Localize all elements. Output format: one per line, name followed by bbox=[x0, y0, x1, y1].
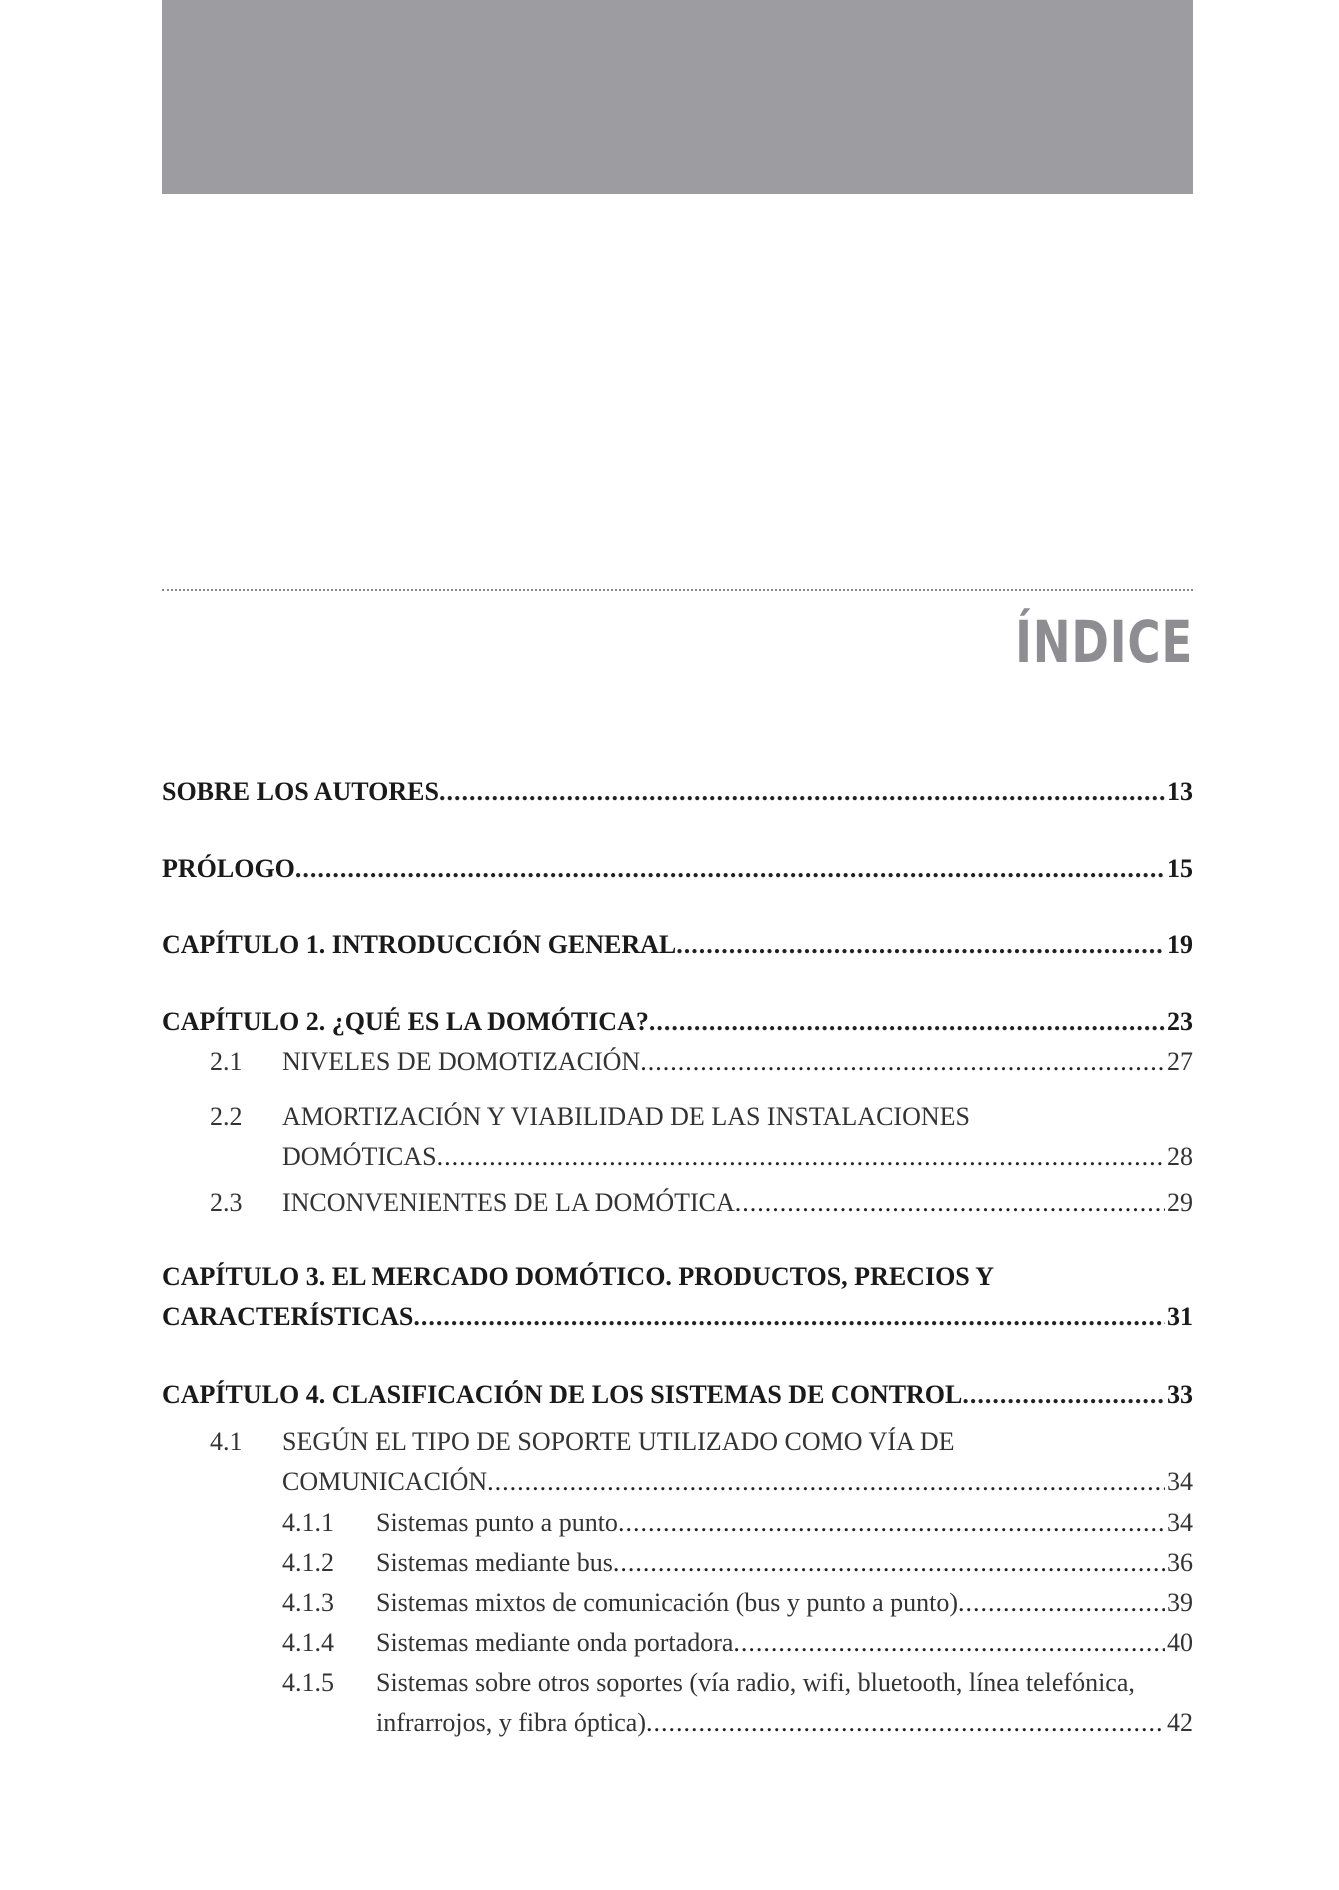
dot-leader bbox=[733, 1628, 1165, 1658]
toc-section-number: 4.1 bbox=[210, 1427, 243, 1456]
toc-page-number: 33 bbox=[1167, 1380, 1193, 1409]
toc-entry-label: COMUNICACIÓN bbox=[282, 1467, 488, 1496]
toc-entry-label: Sistemas sobre otros soportes (vía radio, wifi, bluetooth, línea telefónica, bbox=[376, 1668, 1135, 1697]
toc-section-number: 2.1 bbox=[210, 1047, 243, 1076]
toc-page-number: 42 bbox=[1167, 1708, 1193, 1737]
toc-entry-capitulo-2[interactable] bbox=[162, 1007, 1193, 1041]
toc-entry-label: Sistemas punto a punto bbox=[376, 1508, 618, 1537]
toc-entry-2-1[interactable] bbox=[282, 1047, 1193, 1081]
toc-entry-4-1-2[interactable] bbox=[376, 1548, 1193, 1582]
dot-leader bbox=[437, 1142, 1165, 1172]
toc-page-number: 29 bbox=[1167, 1188, 1193, 1217]
toc-page-number: 39 bbox=[1167, 1588, 1193, 1617]
toc-subsection-number: 4.1.1 bbox=[282, 1508, 334, 1537]
toc-subsection-number: 4.1.5 bbox=[282, 1668, 334, 1697]
dot-leader bbox=[962, 1380, 1165, 1410]
toc-page-number: 34 bbox=[1167, 1467, 1193, 1496]
toc-page-number: 28 bbox=[1167, 1142, 1193, 1171]
dot-leader bbox=[958, 1588, 1165, 1618]
toc-page-number: 40 bbox=[1167, 1628, 1193, 1657]
toc-entry-label: CARACTERÍSTICAS bbox=[162, 1302, 414, 1331]
header-band bbox=[162, 0, 1193, 194]
toc-entry-label: DOMÓTICAS bbox=[282, 1142, 437, 1171]
toc-entry-label: infrarrojos, y fibra óptica) bbox=[376, 1708, 647, 1737]
toc-entry-4-1-4[interactable] bbox=[376, 1628, 1193, 1662]
page-title: ÍNDICE bbox=[1015, 608, 1193, 676]
toc-entry-label: CAPÍTULO 3. EL MERCADO DOMÓTICO. PRODUCTOS, PRECIOS Y bbox=[162, 1262, 995, 1291]
dot-leader bbox=[618, 1508, 1165, 1538]
dot-leader bbox=[676, 930, 1165, 960]
toc-entry-label: Sistemas mediante onda portadora bbox=[376, 1628, 734, 1657]
dot-leader bbox=[613, 1548, 1165, 1578]
dot-leader bbox=[487, 1467, 1165, 1497]
toc-entry-label: SEGÚN EL TIPO DE SOPORTE UTILIZADO COMO VÍA DE bbox=[282, 1427, 955, 1456]
dot-leader bbox=[295, 854, 1165, 884]
toc-entry-4-1-1[interactable] bbox=[376, 1508, 1193, 1542]
dot-leader bbox=[735, 1188, 1165, 1218]
toc-entry-capitulo-3[interactable] bbox=[162, 1302, 1193, 1336]
dot-leader bbox=[649, 1007, 1165, 1037]
toc-page-number: 23 bbox=[1167, 1007, 1193, 1036]
dot-leader bbox=[640, 1047, 1165, 1077]
toc-entry-sobre-autores[interactable] bbox=[162, 777, 1193, 811]
dot-leader bbox=[646, 1708, 1165, 1738]
toc-entry-4-1-5[interactable] bbox=[376, 1708, 1193, 1742]
toc-page-number: 13 bbox=[1167, 777, 1193, 806]
toc-entry-label: CAPÍTULO 2. ¿QUÉ ES LA DOMÓTICA? bbox=[162, 1007, 649, 1036]
toc-entry-label: CAPÍTULO 4. CLASIFICACIÓN DE LOS SISTEMAS DE CONTROL bbox=[162, 1380, 963, 1409]
toc-subsection-number: 4.1.4 bbox=[282, 1628, 334, 1657]
toc-entry-2-3[interactable] bbox=[282, 1188, 1193, 1222]
toc-subsection-number: 4.1.3 bbox=[282, 1588, 334, 1617]
toc-page-number: 31 bbox=[1167, 1302, 1193, 1331]
toc-entry-label: CAPÍTULO 1. INTRODUCCIÓN GENERAL bbox=[162, 930, 677, 959]
toc-entry-label: AMORTIZACIÓN Y VIABILIDAD DE LAS INSTALACIONES bbox=[282, 1102, 970, 1131]
toc-section-number: 2.2 bbox=[210, 1102, 243, 1131]
toc-page-number: 36 bbox=[1167, 1548, 1193, 1577]
dot-leader bbox=[439, 777, 1165, 807]
toc-entry-label: PRÓLOGO bbox=[162, 854, 295, 883]
toc-entry-4-1[interactable] bbox=[282, 1467, 1193, 1501]
toc-entry-4-1-3[interactable] bbox=[376, 1588, 1193, 1622]
dot-leader bbox=[413, 1302, 1165, 1332]
toc-entry-capitulo-4[interactable] bbox=[162, 1380, 1193, 1414]
toc-entry-label: INCONVENIENTES DE LA DOMÓTICA bbox=[282, 1188, 735, 1217]
toc-entry-2-2[interactable] bbox=[282, 1142, 1193, 1176]
toc-entry-capitulo-1[interactable] bbox=[162, 930, 1193, 964]
toc-entry-label: SOBRE LOS AUTORES bbox=[162, 777, 439, 806]
toc-subsection-number: 4.1.2 bbox=[282, 1548, 334, 1577]
toc-page-number: 27 bbox=[1167, 1047, 1193, 1076]
toc-entry-label: Sistemas mediante bus bbox=[376, 1548, 613, 1577]
dotted-rule bbox=[162, 589, 1193, 591]
toc-page-number: 34 bbox=[1167, 1508, 1193, 1537]
toc-entry-label: NIVELES DE DOMOTIZACIÓN bbox=[282, 1047, 641, 1076]
toc-entry-label: Sistemas mixtos de comunicación (bus y punto a punto) bbox=[376, 1588, 959, 1617]
toc-page-number: 19 bbox=[1167, 930, 1193, 959]
toc-section-number: 2.3 bbox=[210, 1188, 243, 1217]
toc-entry-prologo[interactable] bbox=[162, 854, 1193, 888]
toc-page-number: 15 bbox=[1167, 854, 1193, 883]
